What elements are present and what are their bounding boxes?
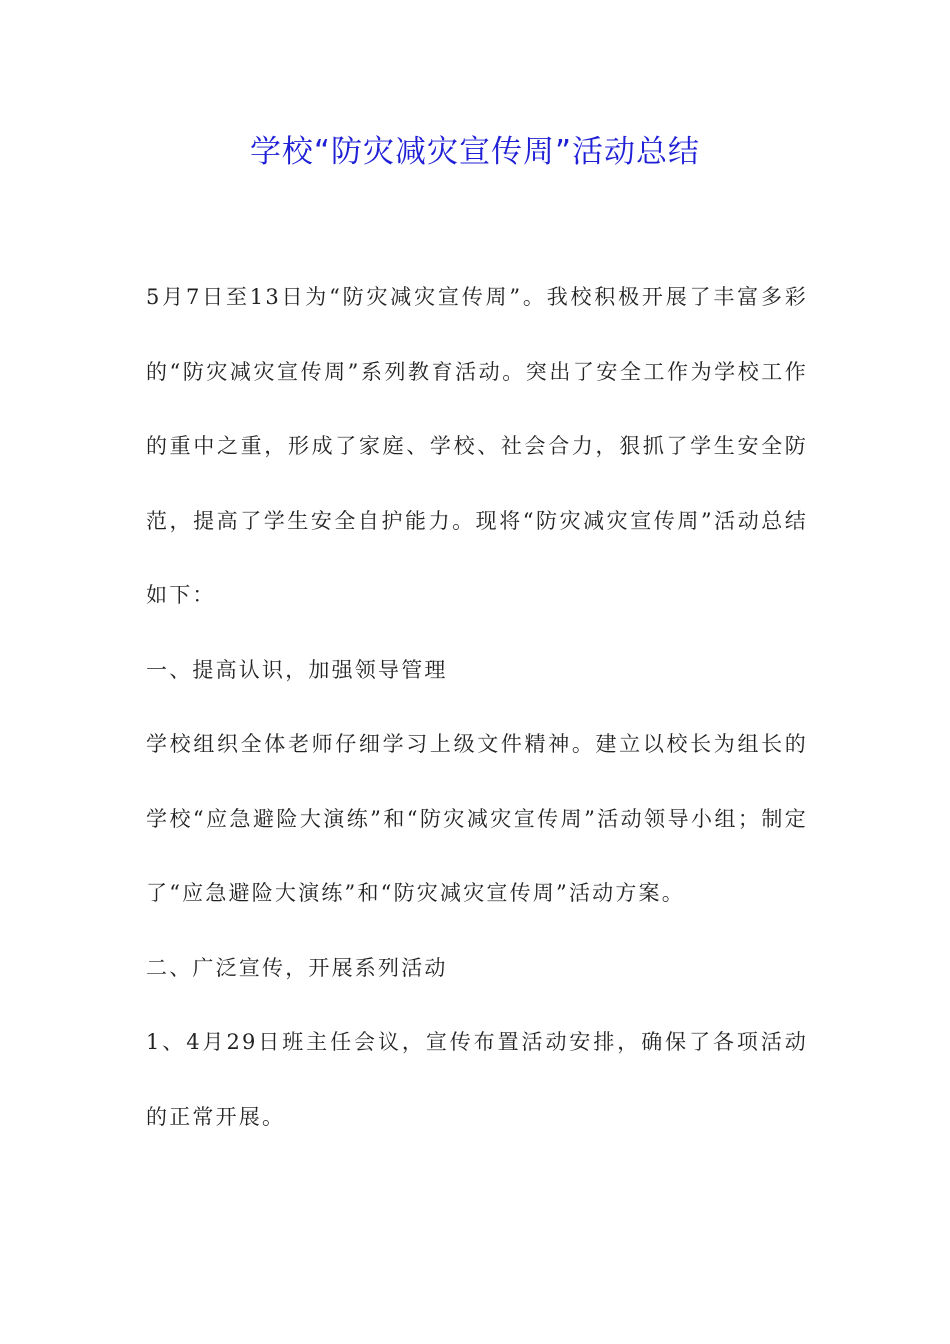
- section-heading-1: 一、提高认识，加强领导管理: [146, 657, 448, 682]
- section-heading-2: 二、广泛宣传，开展系列活动: [146, 955, 448, 980]
- document-body: [146, 260, 808, 1154]
- intro-paragraph: 5月7日至13日为“防灾减灾宣传周”。我校积极开展了丰富多彩的“防灾减灾宣传周”系列教育活动。突出了安全工作为学校工作的重中之重，形成了家庭、学校、社会合力，狠抓了学生安全防范，提高了学生安全自护能力。现将“防灾减灾宣传周”活动总结如下：: [146, 285, 808, 607]
- section-1-paragraph: 学校组织全体老师仔细学习上级文件精神。建立以校长为组长的学校“应急避险大演练”和“防灾减灾宣传周”活动领导小组；制定了“应急避险大演练”和“防灾减灾宣传周”活动方案。: [146, 732, 808, 905]
- document-title: 学校“防灾减灾宣传周”活动总结: [249, 134, 701, 170]
- section-2-item-1: 1、4月29日班主任会议，宣传布置活动安排，确保了各项活动的正常开展。: [146, 1030, 808, 1129]
